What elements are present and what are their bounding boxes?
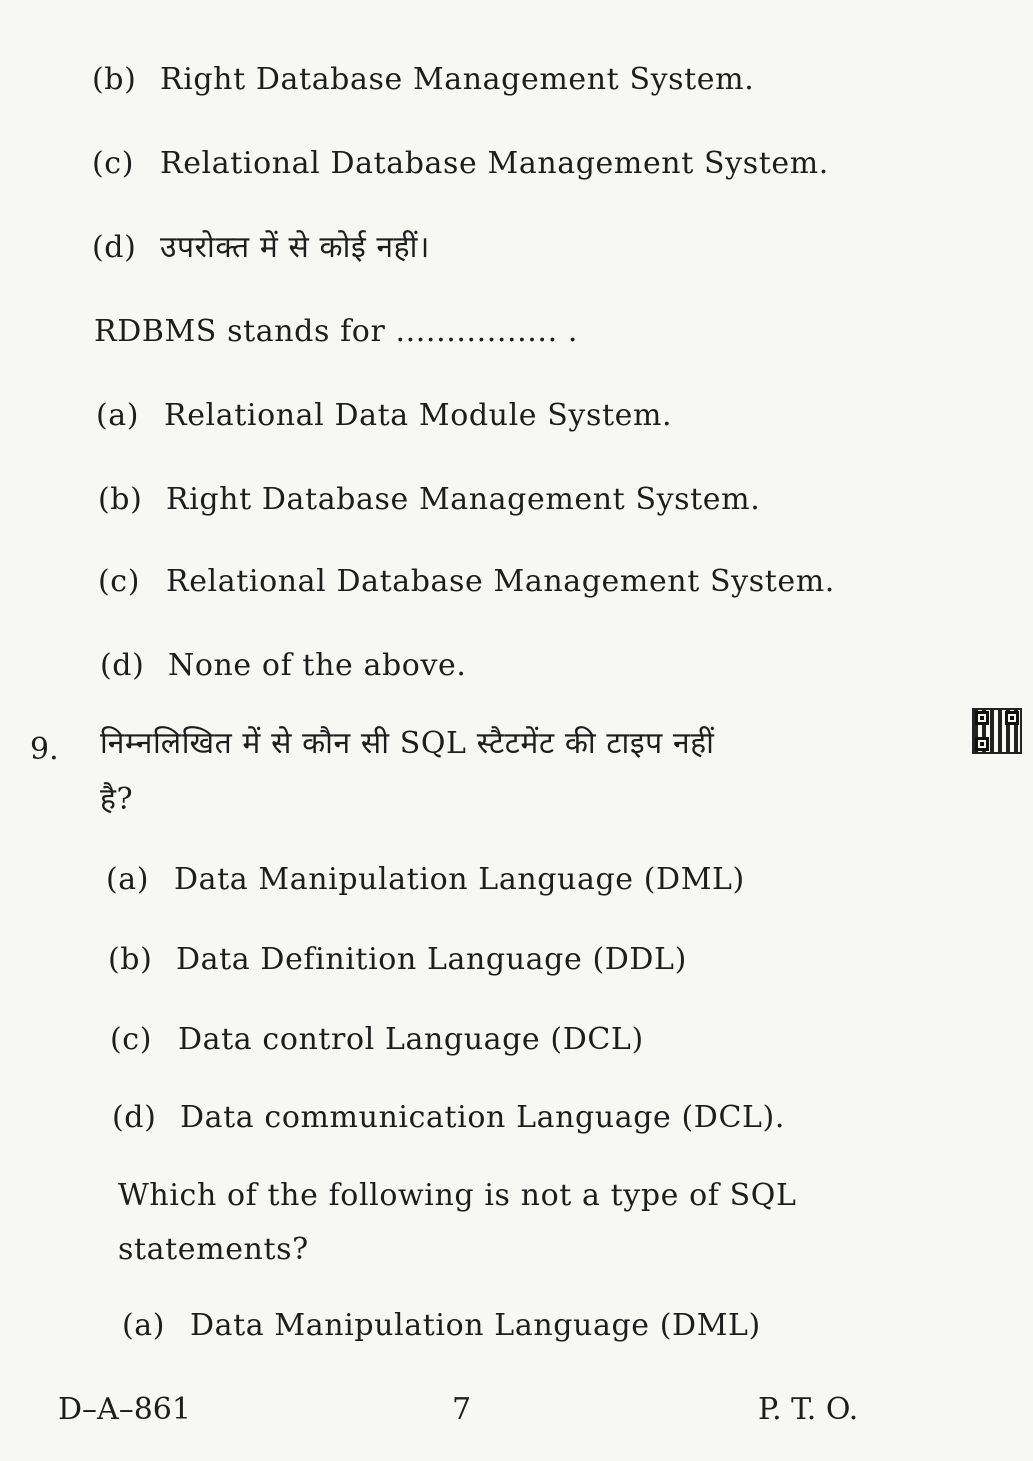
option-text: Data Definition Language (DDL) [176, 942, 687, 977]
option-c-top [92, 146, 829, 182]
option-text: Right Database Management System. [166, 482, 761, 517]
option-text: Right Database Management System. [160, 62, 755, 97]
q9-option-b [108, 942, 687, 978]
qr-code-icon [972, 708, 1022, 754]
option-label: (d) [100, 648, 145, 683]
option-text: Relational Database Management System. [160, 146, 829, 181]
question-9-hindi-line1: निम्नलिखित में से कौन सी SQL स्टैटमेंट की टाइप नहीं [100, 726, 715, 761]
option-label: (c) [110, 1022, 153, 1057]
page-number: 7 [452, 1392, 472, 1427]
q9-english-option-a [122, 1308, 761, 1344]
q8-option-a [96, 398, 672, 434]
question-9-hindi-line2: है? [100, 782, 134, 817]
option-label: (a) [122, 1308, 166, 1343]
option-text: Data communication Language (DCL). [180, 1100, 785, 1135]
q9-option-c [110, 1022, 644, 1058]
q9-option-a [106, 862, 745, 898]
q8-option-b [98, 482, 760, 518]
option-text: उपरोक्त में से कोई नहीं। [160, 230, 430, 265]
q8-option-c [98, 564, 835, 600]
option-text: Data control Language (DCL) [178, 1022, 644, 1057]
option-label: (b) [92, 62, 137, 97]
option-b-top [92, 62, 754, 98]
option-text: Data Manipulation Language (DML) [190, 1308, 761, 1343]
question-9-english-line1: Which of the following is not a type of SQL [118, 1178, 797, 1213]
q8-option-d [100, 648, 466, 684]
please-turn-over: P. T. O. [758, 1392, 859, 1427]
question-9-english-line2: statements? [118, 1232, 309, 1267]
option-label: (d) [92, 230, 137, 265]
option-d-top [92, 230, 430, 266]
option-label: (a) [106, 862, 150, 897]
option-text: Relational Database Management System. [166, 564, 835, 599]
option-label: (a) [96, 398, 140, 433]
option-label: (c) [98, 564, 141, 599]
option-label: (b) [98, 482, 143, 517]
option-text: None of the above. [168, 648, 467, 683]
option-text: Relational Data Module System. [164, 398, 673, 433]
option-label: (b) [108, 942, 153, 977]
option-label: (d) [112, 1100, 157, 1135]
option-label: (c) [92, 146, 135, 181]
q9-option-d [112, 1100, 785, 1136]
option-text: Data Manipulation Language (DML) [174, 862, 745, 897]
question-number: 9. [30, 732, 59, 767]
paper-code: D–A–861 [58, 1392, 191, 1427]
question-8-english: RDBMS stands for ................ . [94, 314, 578, 349]
